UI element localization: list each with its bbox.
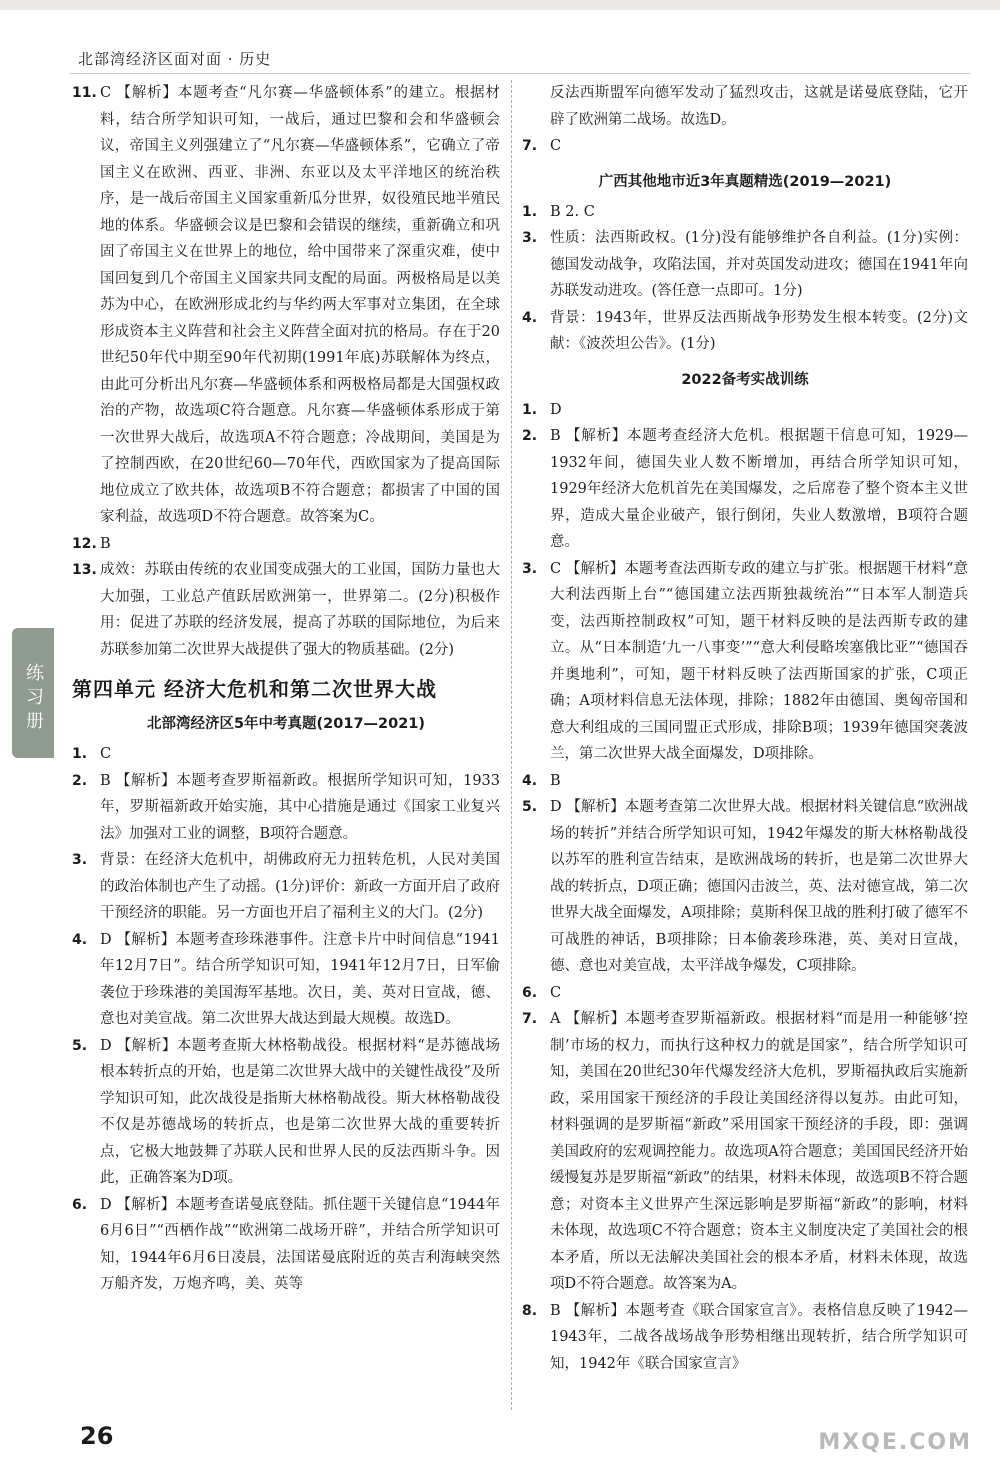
- answer-item: 1. D: [522, 401, 562, 418]
- section-title: 广西其他地市近3年真题精选(2019—2021): [598, 173, 892, 190]
- answer-item: 6. D 【解析】本题考查诺曼底登陆。抓住题干关键信息“1944年6月6日”“西栖作战”“欧洲第二战场开辟”，并结合所学知识可知，1944年6月6日凌晨，法国诺曼底附近的英吉利海峡突然万船齐发，万炮齐鸣，美、英等: [72, 1196, 500, 1292]
- side-tab-practice-book: 练习册: [12, 628, 54, 758]
- answer-item: 1. C: [72, 746, 112, 762]
- answer-item: 6. C: [522, 984, 562, 1001]
- top-band: [0, 0, 1000, 10]
- page-number: 26: [80, 1422, 114, 1450]
- section-title: 北部湾经济区5年中考真题(2017—2021): [146, 716, 426, 732]
- answer-item: 2. B 【解析】本题考查经济大危机。根据题干信息可知，1929—1932年间，德国失业人数不断增加，再结合所学知识可知，1929年经济大危机首先在美国爆发，之后席卷了整个资本主义世界，造成大量企业破产，银行倒闭，失业人数激增，B项符合题意。: [522, 428, 968, 550]
- column-divider: [511, 80, 512, 1410]
- section-title: 2022备考实战训练: [681, 371, 809, 388]
- answer-item: 5. D 【解析】本题考查第二次世界大战。根据材料关键信息“欧洲战场的转折”并结合所学知识可知，1942年爆发的斯大林格勒战役以苏军的胜利宣告结束，是欧洲战场的转折，也是第二次世界大战的转折点，D项正确；德国闪击波兰，英、法对德宣战，第二次世界大战全面爆发，A项排除；莫斯科保卫战的胜利打破了德军不可战胜的神话，B项排除；日本偷袭珍珠港，英、美对日宣战，德、意也对美宣战，太平洋战争爆发，C项排除。: [522, 799, 968, 974]
- answer-item: 8. B 【解析】本题考查《联合国家宣言》。表格信息反映了1942—1943年，二战各战场战争形势相继出现转折，结合所学知识可知，1942年《联合国家宣言》: [522, 1302, 968, 1372]
- answer-item: 4. 背景：1943年，世界反法西斯战争形势发生根本转变。(2分)文献：《波茨坦公告》。(1分): [522, 309, 968, 352]
- answer-item: 12. B: [72, 535, 111, 552]
- watermark: MXQE.COM: [818, 1430, 972, 1455]
- right-column: [522, 80, 968, 1377]
- answer-item: 2. B 【解析】本题考查罗斯福新政。根据所学知识可知，1933年，罗斯福新政开始实施，其中心措施是通过《国家工业复兴法》加强对工业的调整，B项符合题意。: [72, 772, 500, 842]
- answer-item: 1. B 2. C: [522, 203, 595, 220]
- answer-item: 4. B: [522, 772, 561, 789]
- answer-item: 3. 背景：在经济大危机中，胡佛政府无力扭转危机，人民对美国的政治体制也产生了动摇。(1分)评价：新政一方面开启了政府干预经济的职能。另一方面也开启了福利主义的大门。(2分): [72, 852, 500, 921]
- answer-item: 7. C: [522, 138, 562, 154]
- answer-item: 3. 性质：法西斯政权。(1分)没有能够维护各自利益。(1分)实例：德国发动战争，攻陷法国，并对英国发动进攻；德国在1941年向苏联发动进攻。(答任意一点即可。1分): [522, 230, 968, 299]
- answer-item: 11. C 【解析】本题考查“凡尔赛—华盛顿体系”的建立。根据材料，结合所学知识可知，一战后，通过巴黎和会和华盛顿会议，帝国主义列强建立了“凡尔赛—华盛顿体系”，它确立了帝国主义在欧洲、西亚、非洲、东亚以及太平洋地区的统治秩序，是一战后帝国主义国家重新瓜分世界，奴役殖民地半殖民地的体系。华盛顿会议是巴黎和会错误的继续，重新确立和巩固了帝国主义在世界上的地位，给中国带来了深重灾难，使中国回复到几个帝国主义国家共同支配的局面。两极格局是以美苏为中心，在欧洲形成北约与华约两大军事对立集团，在全球形成资本主义阵营和社会主义阵营全面对抗的格局。存在于20世纪50年代中期至90年代初期(1991年底)苏联解体为终点，由此可分析出凡尔赛—华盛顿体系和两极格局都是大国强权政治的产物，故选项C符合题意。凡尔赛—华盛顿体系形成于第一次世界大战后，故选项A不符合题意；冷战期间，美国是为了控制西欧，在20世纪60—70年代，西欧国家为了提高国际地位成立了欧共体，故选项B不符合题意；都损害了中国的国家利益，故选项D不符合题意。故答案为C。: [72, 85, 500, 525]
- header-rule: [70, 73, 970, 74]
- left-column: [72, 80, 500, 1298]
- answer-item: 13. 成效：苏联由传统的农业国变成强大的工业国，国防力量也大大加强，工业总产值跃居欧洲第一，世界第二。(2分)积极作用：促进了苏联的经济发展，提高了苏联的国际地位，为后来苏联参加第二次世界大战提供了强大的物质基础。(2分): [72, 562, 500, 658]
- answer-item: 5. D 【解析】本题考查斯大林格勒战役。根据材料“是苏德战场根本转折点的开始，也是第二次世界大战中的关键性战役”及所学知识可知，此次战役是指斯大林格勒战役。斯大林格勒战役不仅是苏德战场的转折点，也是第二次世界大战的重要转折点，它极大地鼓舞了苏联人民和世界人民的反法西斯斗争。因此，正确答案为D项。: [72, 1037, 500, 1186]
- answer-item: 7. A 【解析】本题考查罗斯福新政。根据材料“而是用一种能够‘控制’市场的权力，而执行这种权力的就是国家”，结合所学知识可知，美国在20世纪30年代爆发经济大危机，罗斯福执政后实施新政，采用国家干预经济的手段让美国经济得以复苏。由此可知，材料强调的是罗斯福“新政”采用国家干预经济的手段，即：强调美国政府的宏观调控能力。故选项A符合题意；美国国民经济开始缓慢复苏是罗斯福“新政”的结果，材料未体现，故选项B不符合题意；对资本主义世界产生深远影响是罗斯福“新政”的影响，材料未体现，故选项C不符合题意；资本主义制度决定了美国社会的根本矛盾，所以无法解决美国社会的根本矛盾，材料未体现，故选项D不符合题意。故答案为A。: [522, 1011, 968, 1292]
- running-header: 北部湾经济区面对面 · 历史: [78, 50, 272, 68]
- continued-text: 反法西斯盟军向德军发动了猛烈攻击，这就是诺曼底登陆，它开辟了欧洲第二战场。故选D。: [550, 85, 968, 128]
- answer-item: 3. C 【解析】本题考查法西斯专政的建立与扩张。根据题干材料“意大利法西斯上台”“德国建立法西斯独裁统治”“日本军人制造兵变，法西斯控制政权”可知，题干材料反映的是法西斯专政的建立。从“日本制造‘九一八事变’”“意大利侵略埃塞俄比亚”“德国吞并奥地利”，可知，题干材料反映了法西斯国家的扩张，C项正确；A项材料信息无法体现，排除；1882年由德国、奥匈帝国和意大利组成的三国同盟正式形成，排除B项；1939年德国突袭波兰，第二次世界大战全面爆发，D项排除。: [522, 560, 968, 762]
- unit-title: 第四单元 经济大危机和第二次世界大战: [72, 677, 437, 701]
- answer-item: 4. D 【解析】本题考查珍珠港事件。注意卡片中时间信息“1941年12月7日”。结合所学知识可知，1941年12月7日，日军偷袭位于珍珠港的美国海军基地。次日，美、英对日宣战，德、意也对美宣战。第二次世界大战达到最大规模。故选D。: [72, 931, 500, 1027]
